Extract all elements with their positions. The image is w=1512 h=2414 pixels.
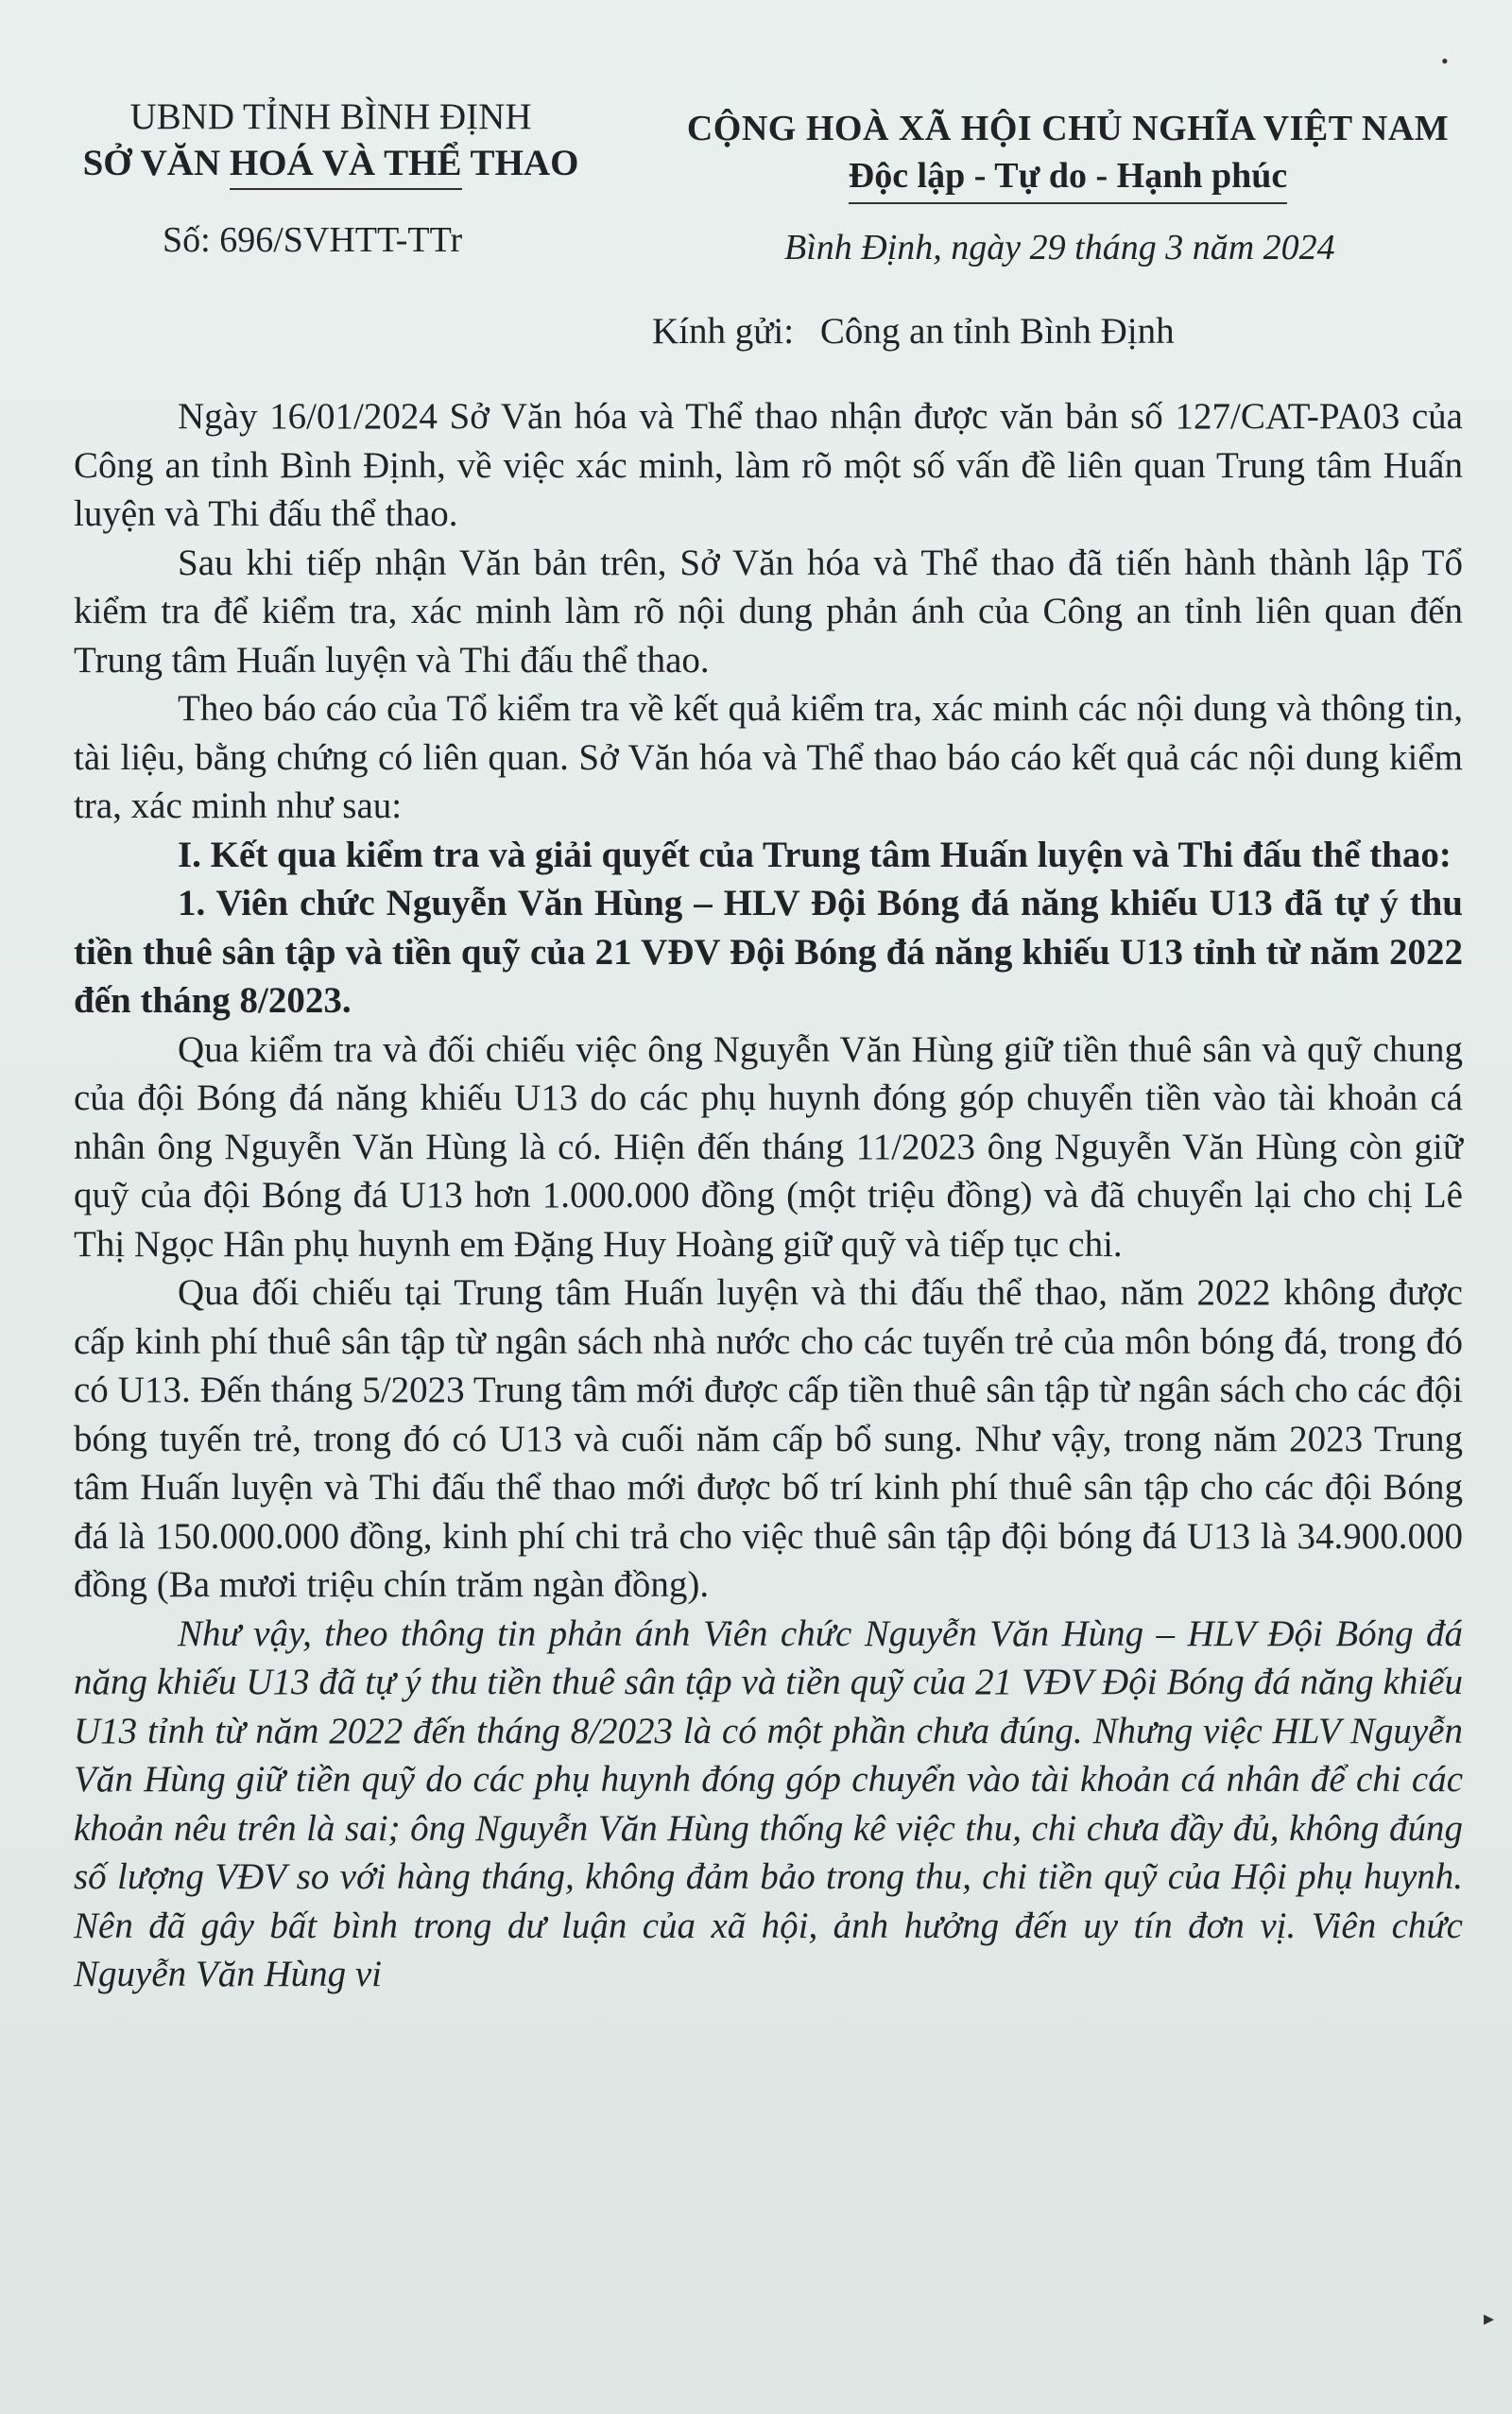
issuing-agency-block xyxy=(66,95,595,190)
paragraph: Sau khi tiếp nhận Văn bản trên, Sở Văn hóa và Thể thao đã tiến hành thành lập Tổ kiểm tra để kiểm tra, xác minh làm rõ nội dung phản ánh của Công an tỉnh liên quan đến Trung tâm Huấn luyện và Thi đấu thể thao. xyxy=(74,542,1463,681)
recipient-name: Công an tỉnh Bình Định xyxy=(819,311,1175,352)
agency-name: UBND TỈNH BÌNH ĐỊNH xyxy=(129,96,532,137)
paragraph: Qua kiểm tra và đối chiếu việc ông Nguyễn Văn Hùng giữ tiền thuê sân và quỹ chung của đội Bóng đá năng khiếu U13 do các phụ huynh đóng góp chuyển tiền vào tài khoản cá nhân ông Nguyễn Văn Hùng là có. Hiện đến tháng 11/2023 ông Nguyễn Văn Hùng còn giữ quỹ của đội Bóng đá U13 hơn 1.000.000 đồng (một triệu đồng) và đã chuyển lại cho chị Lê Thị Ngọc Hân phụ huynh em Đặng Huy Hoàng giữ quỹ và tiếp tục chi. xyxy=(74,1028,1463,1265)
conclusion-paragraph: Như vậy, theo thông tin phản ánh Viên chức Nguyễn Văn Hùng – HLV Đội Bóng đá năng khiếu U13 đã tự ý thu tiền thuê sân tập và tiền quỹ của 21 VĐV Đội Bóng đá năng khiếu U13 tỉnh từ năm 2022 đến tháng 8/2023 là có một phần chưa đúng. Nhưng việc HLV Nguyễn Văn Hùng giữ tiền quỹ do các phụ huynh đóng góp chuyển vào tài khoản cá nhân để chi các khoản nêu trên là sai; ông Nguyễn Văn Hùng thống kê việc thu, chi chưa đầy đủ, không đúng số lượng VĐV so với hàng tháng, không đảm bảo trong thu, chi tiền quỹ của Hội phụ huynh. Nên đã gây bất bình trong dư luận của xã hội, ảnh hưởng đến uy tín đơn vị. Viên chức Nguyễn Văn Hùng vi xyxy=(74,1612,1463,1994)
section-heading: I. Kết qua kiểm tra và giải quyết của Trung tâm Huấn luyện và Thi đấu thể thao: xyxy=(178,834,1452,875)
department-prefix: SỞ VĂN xyxy=(82,143,230,183)
document-body xyxy=(74,392,1463,1999)
speck-mark: • xyxy=(1441,49,1449,73)
department-suffix: THAO xyxy=(461,143,579,183)
department-name xyxy=(66,140,595,190)
subsection-heading: 1. Viên chức Nguyễn Văn Hùng – HLV Đội Bóng đá năng khiếu U13 đã tự ý thu tiền thuê sân tập và tiền quỹ của 21 VĐV Đội Bóng đá năng khiếu U13 tỉnh từ năm 2022 đến tháng 8/2023. xyxy=(74,883,1463,1021)
date-line: Bình Định, ngày 29 tháng 3 năm 2024 xyxy=(784,228,1335,267)
department-underlined: HOÁ VÀ THỂ xyxy=(230,140,462,190)
document-number: Số: 696/SVHTT-TTr xyxy=(163,220,463,260)
recipient-label: Kính gửi: xyxy=(652,311,795,352)
national-title-block xyxy=(662,106,1474,204)
paragraph: Ngày 16/01/2024 Sở Văn hóa và Thể thao nhận được văn bản số 127/CAT-PA03 của Công an tỉnh Bình Định, về việc xác minh, làm rõ một số vấn đề liên quan Trung tâm Huấn luyện và Thi đấu thể thao. xyxy=(74,396,1463,534)
speck-mark: ▸ xyxy=(1484,2306,1495,2330)
paragraph: Theo báo cáo của Tổ kiểm tra về kết quả kiểm tra, xác minh các nội dung và thông tin, tài liệu, bằng chứng có liên quan. Sở Văn hóa và Thể thao báo cáo kết quả các nội dung kiểm tra, xác minh như sau: xyxy=(74,688,1463,826)
republic-title: CỘNG HOÀ XÃ HỘI CHỦ NGHĨA VIỆT NAM xyxy=(686,109,1450,148)
national-motto: Độc lập - Tự do - Hạnh phúc xyxy=(849,151,1288,204)
paragraph: Qua đối chiếu tại Trung tâm Huấn luyện và thi đấu thể thao, năm 2022 không được cấp kinh phí thuê sân tập từ ngân sách nhà nước cho các tuyến trẻ của môn bóng đá, trong đó có U13. Đến tháng 5/2023 Trung tâm mới được cấp tiền thuê sân tập từ ngân sách cho các đội bóng tuyến trẻ, trong đó có U13 và cuối năm cấp bổ sung. Như vậy, trong năm 2023 Trung tâm Huấn luyện và Thi đấu thể thao mới được bố trí kinh phí thuê sân tập cho các đội Bóng đá là 150.000.000 đồng, kinh phí chi trả cho việc thuê sân tập đội bóng đá U13 là 34.900.000 đồng (Ba mươi triệu chín trăm ngàn đồng). xyxy=(74,1272,1463,1605)
recipient-line xyxy=(652,310,1175,353)
